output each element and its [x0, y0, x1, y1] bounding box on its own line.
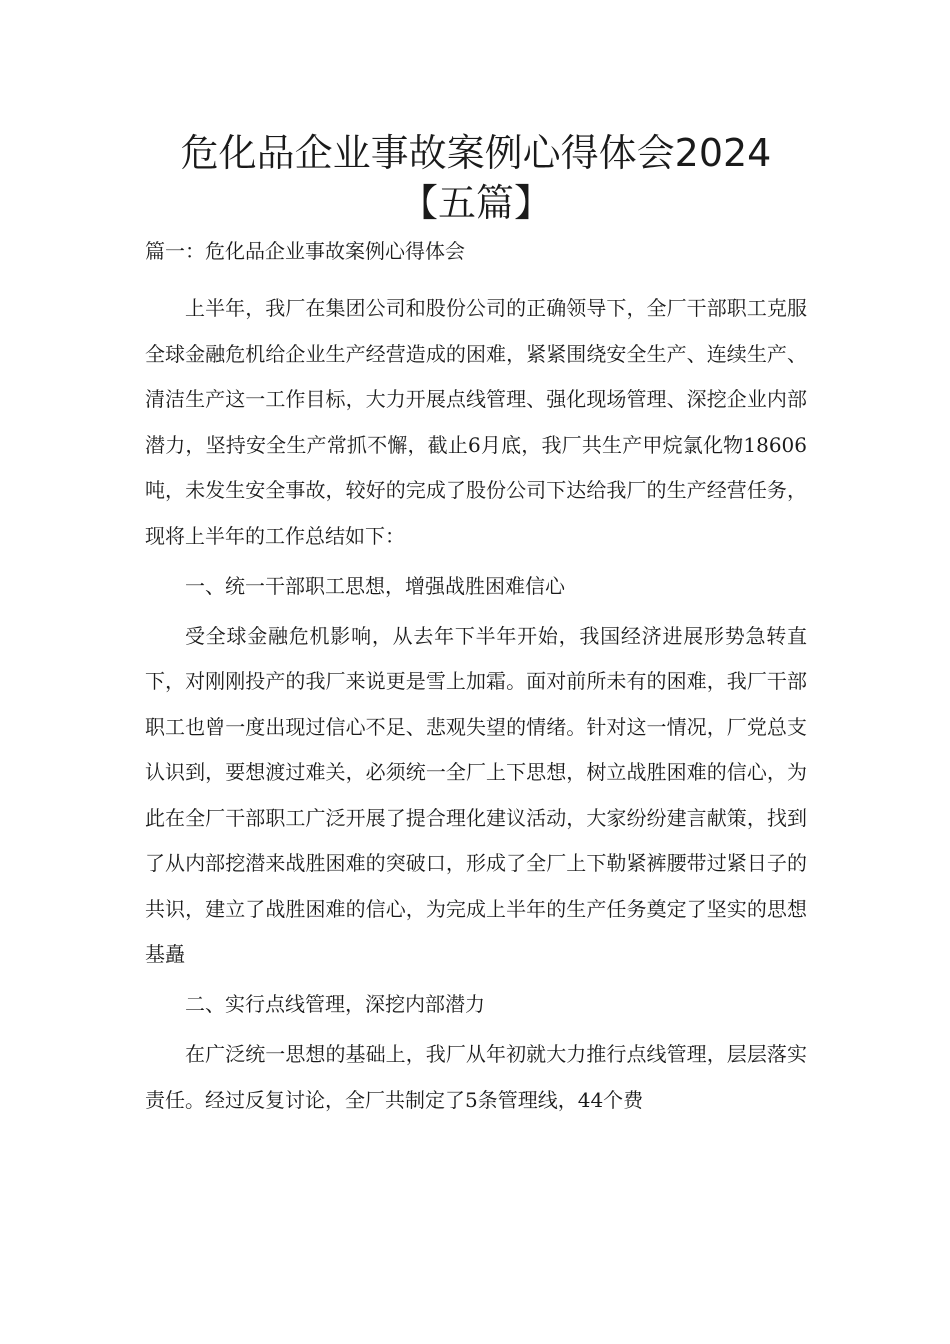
paragraph-heading-2: 二、实行点线管理，深挖内部潜力: [185, 992, 485, 1016]
paragraph-section-2: 在广泛统一思想的基础上，我厂从年初就大力推行点线管理，层层落实责任。经过反复讨论，全厂共制定了5条管理线，44个费: [145, 1042, 807, 1112]
document-title: 危化品企业事故案例心得体会2024【五篇】: [180, 131, 772, 225]
paragraph-heading-1: 一、统一干部职工思想，增强战胜困难信心: [185, 573, 565, 598]
document-body: [145, 286, 807, 1128]
paragraph-section-1: 受全球金融危机影响，从去年下半年开始，我国经济进展形势急转直下，对刚刚投产的我厂来说更是雪上加霜。面对前所未有的困难，我厂干部职工也曾一度出现过信心不足、悲观失望的情绪。针对这一情况，厂党总支认识到，要想渡过难关，必须统一全厂上下思想，树立战胜困难的信心，为此在全厂干部职工广泛开展了提合理化建议活动，大家纷纷建言献策，找到了从内部挖潜来战胜困难的突破口，形成了全厂上下勒紧裤腰带过紧日子的共识，建立了战胜困难的信心，为完成上半年的生产任务奠定了坚实的思想基矗: [145, 623, 807, 966]
paragraph-intro: 上半年，我厂在集团公司和股份公司的正确领导下，全厂干部职工克服全球金融危机给企业生产经营造成的困难，紧紧围绕安全生产、连续生产、清洁生产这一工作目标，大力开展点线管理、强化现场管理、深挖企业内部潜力，坚持安全生产常抓不懈，截止6月底，我厂共生产甲烷氯化物18606吨，未发生安全事故，较好的完成了股份公司下达给我厂的生产经营任务，现将上半年的工作总结如下：: [145, 296, 807, 548]
section-heading: 篇一：危化品企业事故案例心得体会: [145, 239, 465, 263]
